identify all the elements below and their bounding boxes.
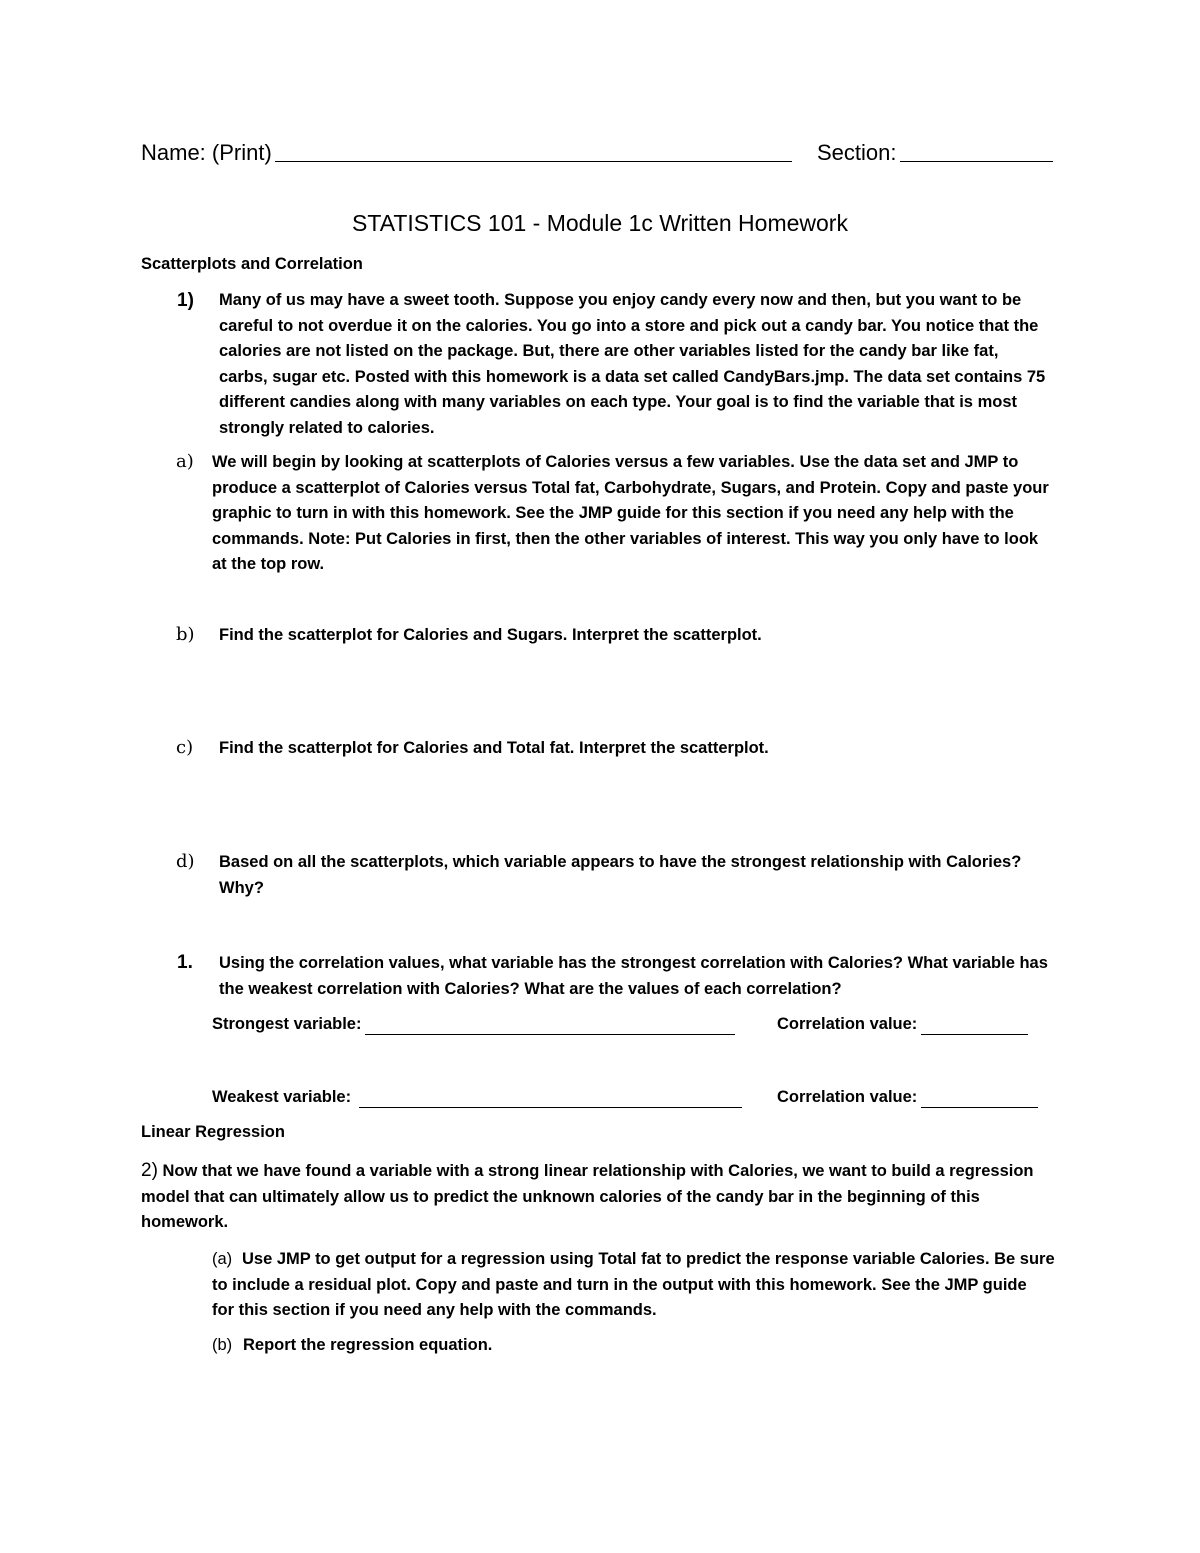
page-title: STATISTICS 101 - Module 1c Written Homework [352, 210, 848, 236]
text-line: Using the correlation values, what variable has the strongest correlation with Calories? What variable has [219, 954, 1048, 972]
weakest-variable-label: Weakest variable: [212, 1088, 352, 1106]
text-line: the weakest correlation with Calories? What are the values of each correlation? [219, 979, 842, 998]
part-2b-text: Report the regression equation. [243, 1336, 493, 1354]
weakest-variable-blank[interactable] [359, 1089, 742, 1108]
correlation-value-label-1: Correlation value: [777, 1015, 918, 1033]
part-c-marker: c) [176, 737, 194, 758]
part-a-text [212, 450, 1082, 578]
text-line: graphic to turn in with this homework. See the JMP guide for this section if you need any help with the [212, 504, 1014, 523]
part-2a-marker: (a) [212, 1250, 233, 1268]
correlation-value-blank-1[interactable] [921, 1016, 1028, 1035]
part-2a-text [212, 1247, 1092, 1324]
section-heading-scatterplots: Scatterplots and Correlation [141, 255, 363, 273]
text-line: Why? [219, 878, 264, 897]
part-b-marker: b) [176, 624, 195, 645]
text-line: carbs, sugar etc. Posted with this homework is a data set called CandyBars.jmp. The data set contains 75 [219, 367, 1046, 386]
section-heading-linear-regression: Linear Regression [141, 1123, 285, 1141]
numbered-1-marker: 1. [177, 952, 193, 973]
text-line: We will begin by looking at scatterplots of Calories versus a few variables. Use the data set and JMP to [212, 453, 1019, 471]
text-line: to include a residual plot. Copy and paste and turn in the output with this homework. See the JMP guide [212, 1275, 1027, 1294]
numbered-1-text [219, 951, 1089, 1002]
part-a-marker: a) [176, 451, 194, 472]
part-d-marker: d) [176, 851, 195, 872]
text-line: commands. Note: Put Calories in first, then the other variables of interest. This way you only have to look [212, 529, 1039, 548]
text-line: Based on all the scatterplots, which variable appears to have the strongest relationship with Calories? [219, 853, 1022, 871]
text-line: calories are not listed on the package. But, there are other variables listed for the candy bar like fat, [219, 342, 999, 361]
text-line: homework. [141, 1213, 229, 1232]
strongest-variable-label: Strongest variable: [212, 1015, 362, 1033]
text-line: different candies along with many variables on each type. Your goal is to find the variable that is most [219, 393, 1017, 412]
part-b-text: Find the scatterplot for Calories and Sugars. Interpret the scatterplot. [219, 626, 762, 644]
text-line [141, 1158, 1081, 1185]
part-d-text [219, 850, 1079, 901]
strongest-variable-blank[interactable] [365, 1016, 735, 1035]
text-line: produce a scatterplot of Calories versus Total fat, Carbohydrate, Sugars, and Protein. Copy and paste your [212, 478, 1049, 497]
part-2b-marker: (b) [212, 1336, 233, 1354]
question-1-text [219, 288, 1079, 442]
question-2-text [141, 1158, 1081, 1236]
part-c-text: Find the scatterplot for Calories and Total fat. Interpret the scatterplot. [219, 739, 769, 757]
text-line: Many of us may have a sweet tooth. Suppose you enjoy candy every now and then, but you want to be [219, 291, 1022, 309]
question-1-marker: 1) [177, 290, 194, 311]
text-line: careful to not overdue it on the calories. You go into a store and pick out a candy bar. You notice that the [219, 316, 1039, 335]
name-label: Name: (Print) [141, 140, 272, 165]
text-line: model that can ultimately allow us to predict the unknown calories of the candy bar in the beginning of this [141, 1187, 980, 1206]
correlation-value-label-2: Correlation value: [777, 1088, 918, 1106]
section-label: Section: [817, 140, 897, 165]
text-line: Use JMP to get output for a regression using Total fat to predict the response variable Calories. Be sure [242, 1250, 1055, 1268]
text-line: at the top row. [212, 555, 325, 574]
text-line: strongly related to calories. [219, 418, 435, 437]
section-blank-line[interactable] [900, 143, 1053, 162]
text-line: for this section if you need any help with the commands. [212, 1301, 657, 1320]
name-blank-line[interactable] [275, 143, 792, 162]
text-line-content: Now that we have found a variable with a strong linear relationship with Calories, we want to build a regression [162, 1162, 1034, 1180]
question-2-marker: 2) [141, 1160, 158, 1181]
correlation-value-blank-2[interactable] [921, 1089, 1038, 1108]
